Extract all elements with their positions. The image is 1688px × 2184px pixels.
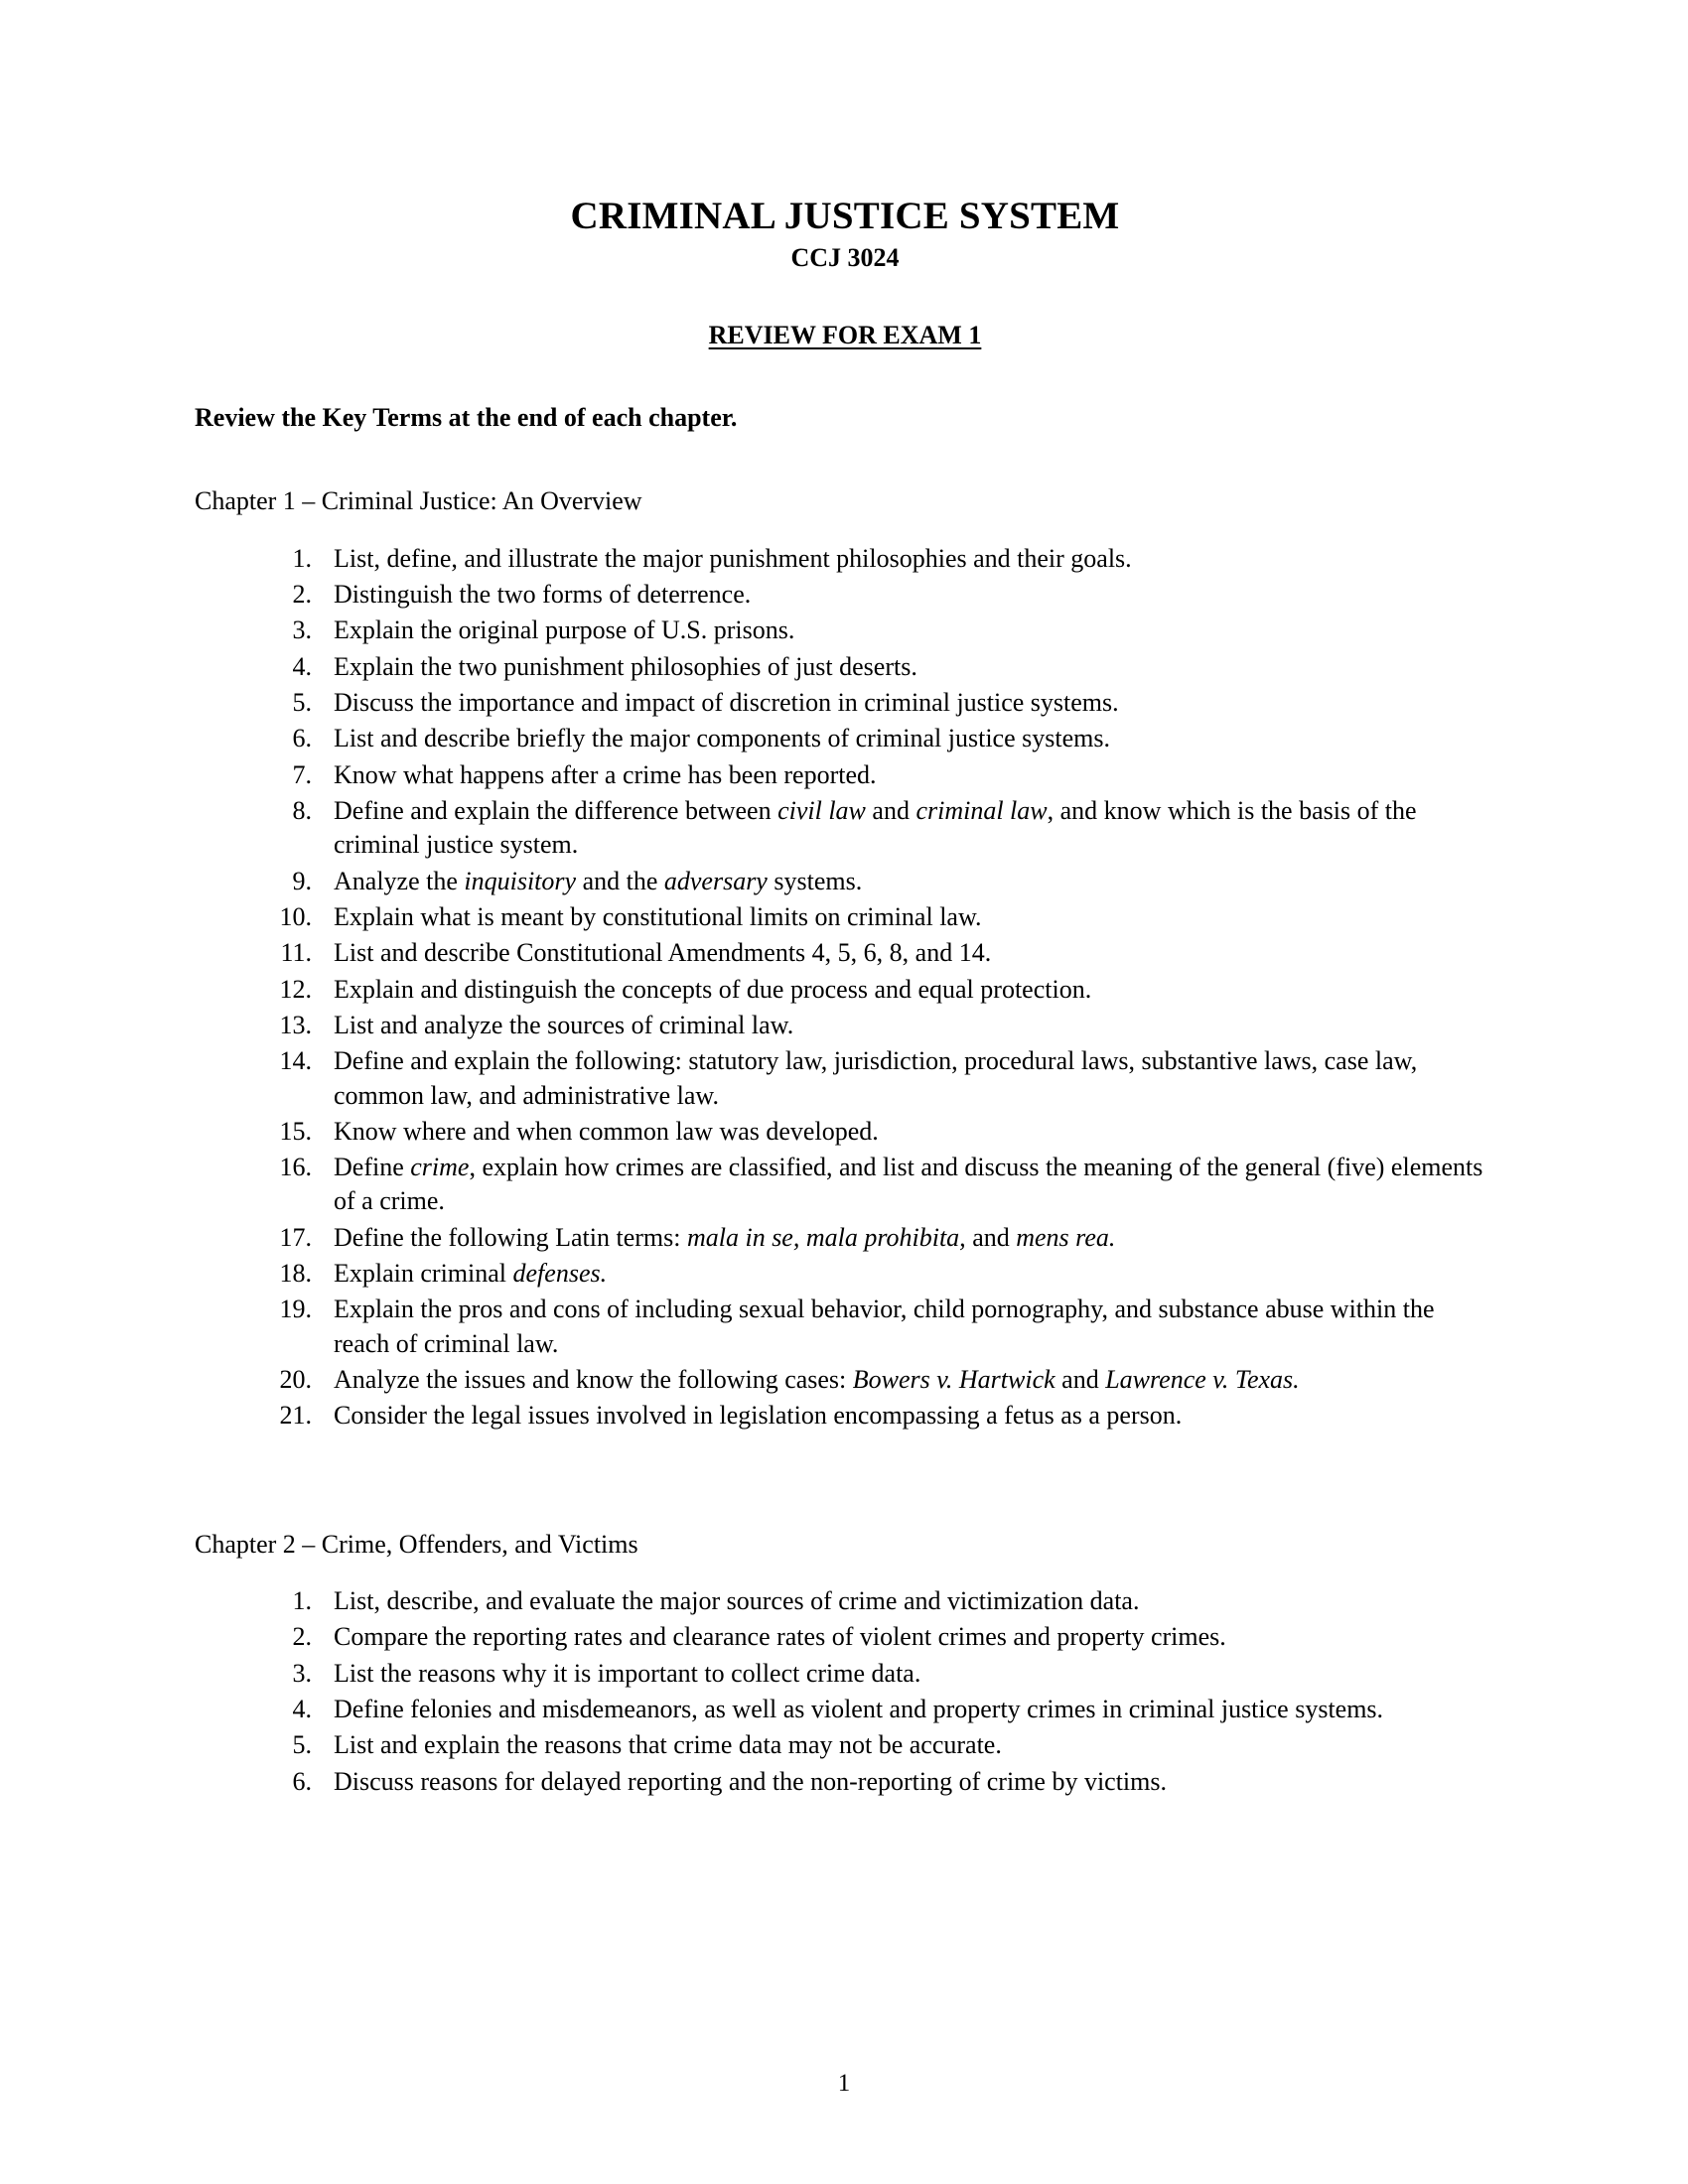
objective-text: Consider the legal issues involved in legislation encompassing a fetus as a person. xyxy=(334,1401,1183,1431)
objective-number: 7. xyxy=(292,759,312,789)
objective-item xyxy=(240,973,1495,1007)
objective-text: Explain the original purpose of U.S. prisons. xyxy=(334,615,795,645)
objective-text: List, define, and illustrate the major punishment philosophies and their goals. xyxy=(334,543,1132,573)
objective-number: 4. xyxy=(292,1695,312,1724)
objective-number: 18. xyxy=(279,1259,312,1289)
course-code: CCJ 3024 xyxy=(790,242,900,272)
objective-text: Define crime, explain how crimes are classified, and list and discuss the meaning of the general (five) elements of a crime. xyxy=(334,1153,1483,1216)
objective-item xyxy=(240,578,1495,612)
objective-item xyxy=(240,865,1495,898)
objective-item xyxy=(240,1151,1495,1219)
objective-number: 4. xyxy=(292,651,312,681)
objective-number: 13. xyxy=(279,1010,312,1039)
objective-number: 21. xyxy=(279,1401,312,1431)
objective-item xyxy=(240,1363,1495,1397)
objective-text: Define the following Latin terms: mala in se, mala prohibita, and mens rea. xyxy=(334,1222,1116,1252)
objective-text: List and describe briefly the major components of criminal justice systems. xyxy=(334,724,1110,753)
objective-item xyxy=(240,1009,1495,1042)
objective-text: Explain and distinguish the concepts of due process and equal protection. xyxy=(334,974,1092,1004)
objective-item xyxy=(240,1657,1495,1691)
objective-text: Analyze the inquisitory and the adversary systems. xyxy=(334,866,863,895)
exam-heading: REVIEW FOR EXAM 1 xyxy=(708,320,982,349)
objective-item xyxy=(240,722,1495,755)
objective-text: Distinguish the two forms of deterrence. xyxy=(334,580,752,610)
objective-text: List the reasons why it is important to collect crime data. xyxy=(334,1658,921,1688)
objective-text: Explain what is meant by constitutional limits on criminal law. xyxy=(334,901,982,931)
objective-text: List, describe, and evaluate the major sources of crime and victimization data. xyxy=(334,1586,1140,1616)
objective-text: Analyze the issues and know the following cases: Bowers v. Hartwick and Lawrence v. Texas. xyxy=(334,1365,1300,1395)
objective-number: 2. xyxy=(292,1622,312,1652)
objective-item xyxy=(240,1399,1495,1433)
objective-item xyxy=(240,542,1495,576)
objective-number: 15. xyxy=(279,1116,312,1146)
objective-item xyxy=(240,900,1495,934)
objective-text: Compare the reporting rates and clearance rates of violent crimes and property crimes. xyxy=(334,1622,1226,1652)
objective-item xyxy=(240,1115,1495,1149)
objective-text: Explain the two punishment philosophies of just deserts. xyxy=(334,651,917,681)
objective-number: 16. xyxy=(279,1153,312,1182)
page-number: 1 xyxy=(837,2070,851,2097)
objective-number: 12. xyxy=(279,974,312,1004)
objective-text: Define and explain the difference between civil law and criminal law, and know which is the basis of the criminal justice system. xyxy=(334,796,1417,860)
objective-item xyxy=(240,1221,1495,1255)
objective-item xyxy=(240,686,1495,720)
objective-number: 3. xyxy=(292,1658,312,1688)
objective-text: Define felonies and misdemeanors, as well as violent and property crimes in criminal justice systems. xyxy=(334,1695,1384,1724)
objective-number: 14. xyxy=(279,1046,312,1076)
objective-item xyxy=(240,614,1495,647)
objective-number: 2. xyxy=(292,580,312,610)
chapter-2-heading: Chapter 2 – Crime, Offenders, and Victims xyxy=(195,1529,638,1559)
objective-item xyxy=(240,936,1495,970)
objective-item xyxy=(240,1044,1495,1113)
objective-number: 6. xyxy=(292,724,312,753)
objective-number: 9. xyxy=(292,866,312,895)
objective-item xyxy=(240,1293,1495,1361)
document-body xyxy=(195,195,1495,1801)
objective-number: 5. xyxy=(292,688,312,718)
objective-item xyxy=(240,1765,1495,1799)
objective-item xyxy=(240,1620,1495,1654)
objective-text: Know where and when common law was developed. xyxy=(334,1116,879,1146)
objective-item xyxy=(240,1693,1495,1726)
objective-text: Discuss reasons for delayed reporting and the non-reporting of crime by victims. xyxy=(334,1766,1167,1796)
objective-item xyxy=(240,1584,1495,1618)
chapter-2-list-block xyxy=(240,1584,1495,1799)
objective-number: 5. xyxy=(292,1730,312,1760)
objective-text: Discuss the importance and impact of discretion in criminal justice systems. xyxy=(334,688,1119,718)
key-terms-instruction: Review the Key Terms at the end of each chapter. xyxy=(195,402,738,432)
objective-number: 3. xyxy=(292,615,312,645)
chapter-1-list-block xyxy=(240,542,1495,1433)
objective-item xyxy=(240,1728,1495,1762)
exam-heading-container xyxy=(195,321,1495,350)
objective-number: 19. xyxy=(279,1295,312,1324)
objective-number: 11. xyxy=(280,938,312,968)
document-title: CRIMINAL JUSTICE SYSTEM xyxy=(570,195,1120,237)
objective-item xyxy=(240,1257,1495,1291)
objective-item xyxy=(240,758,1495,792)
objective-item xyxy=(240,794,1495,863)
objective-number: 6. xyxy=(292,1766,312,1796)
objective-number: 17. xyxy=(279,1222,312,1252)
chapter-1-objectives-list xyxy=(240,542,1495,1433)
objective-text: List and describe Constitutional Amendments 4, 5, 6, 8, and 14. xyxy=(334,938,992,968)
chapter-2-objectives-list xyxy=(240,1584,1495,1799)
objective-item xyxy=(240,650,1495,684)
objective-number: 1. xyxy=(292,543,312,573)
objective-text: Know what happens after a crime has been reported. xyxy=(334,759,877,789)
objective-number: 8. xyxy=(292,796,312,826)
objective-text: Define and explain the following: statutory law, jurisdiction, procedural laws, substantive laws, case law, common law, and administrative law. xyxy=(334,1046,1418,1110)
objective-text: Explain criminal defenses. xyxy=(334,1259,608,1289)
objective-number: 10. xyxy=(279,901,312,931)
objective-text: List and explain the reasons that crime data may not be accurate. xyxy=(334,1730,1002,1760)
chapter-1-heading: Chapter 1 – Criminal Justice: An Overview xyxy=(195,486,642,516)
objective-text: List and analyze the sources of criminal law. xyxy=(334,1010,794,1039)
objective-number: 1. xyxy=(292,1586,312,1616)
objective-text: Explain the pros and cons of including sexual behavior, child pornography, and substance abuse within the reach of criminal law. xyxy=(334,1295,1435,1358)
objective-number: 20. xyxy=(279,1365,312,1395)
